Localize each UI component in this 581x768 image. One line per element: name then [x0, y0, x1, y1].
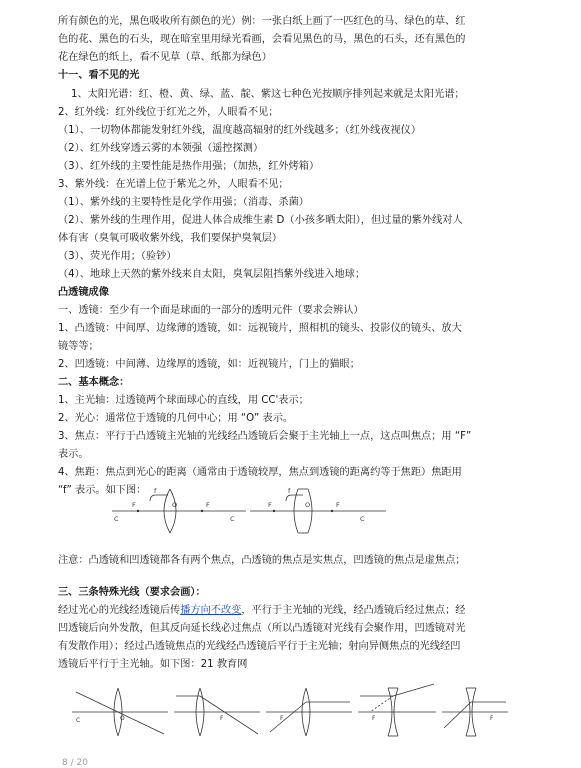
text-line: 4、焦距：焦点到光心的距离（通常由于透镜较厚，焦点到透镜的距离约等于焦距）焦距用: [58, 467, 462, 478]
text-line: 一、透镜：至少有一个面是球面的一部分的透明元件（要求会辨认）: [58, 305, 364, 316]
text-line: 花在绿色的纸上，看不见草（草、纸都为绿色）: [58, 52, 272, 63]
fig-label-f: F: [268, 501, 272, 509]
text-line: 1、太阳光谱：红、橙、黄、绿、蓝、靛、紫这七种色光按顺序排列起来就是太阳光谱；: [71, 89, 465, 100]
text-line: （4）、地球上天然的紫外线来自太阳，臭氧层阻挡紫外线进入地球；: [58, 269, 366, 280]
text-line: 2、凹透镜：中间薄、边缘厚的透镜，如：近视镜片，门上的猫眼；: [58, 359, 360, 370]
fig-label-c: C: [76, 717, 81, 724]
fig-label-f: F: [336, 501, 340, 509]
special-rays-diagram: [70, 682, 510, 742]
page-number: 8 / 20: [62, 758, 88, 768]
text-line: “f” 表示。如下图：: [58, 485, 147, 496]
text-line: 透镜后平行于主光轴。如下图：21 教育网: [58, 659, 248, 670]
text-line: （2）、红外线穿透云雾的本领强（遥控探测）: [58, 143, 264, 154]
fig-label-f: F: [490, 715, 494, 722]
fig-label-o: O: [172, 501, 178, 509]
fig-label-c: C: [114, 515, 119, 523]
fig-label-f: F: [220, 715, 224, 722]
inline-link[interactable]: 播方向不改变: [180, 605, 242, 616]
text-line: 1、凸透镜：中间厚、边缘薄的透镜，如：远视镜片，照相机的镜头、投影仪的镜头、放大: [58, 323, 462, 334]
text-line: 凹透镜后向外发散，但其反向延长线必过焦点（所以凸透镜对光线有会聚作用，凹透镜对光: [58, 623, 466, 634]
text-line: 注意：凸透镜和凹透镜都各有两个焦点，凸透镜的焦点是实焦点，凹透镜的焦点是虚焦点；: [58, 555, 466, 566]
text-line: 镜等等；: [58, 341, 99, 352]
text-line: 体有害（臭氧可吸收紫外线，我们要保护臭氧层）: [58, 233, 283, 244]
text-line: （1）、一切物体都能发射红外线，温度越高辐射的红外线越多；（红外线夜视仪）: [58, 125, 422, 136]
fig-label-f: F: [132, 501, 136, 509]
text-line: [58, 604, 541, 617]
fig-label-c: C: [230, 515, 235, 523]
text-line: 有发散作用）；经过凸透镜焦点的光线经凸透镜后平行于主光轴；射向异侧焦点的光线经凹: [58, 641, 461, 652]
section-heading: 十一、看不见的光: [58, 70, 140, 81]
text-line: 3、焦点：平行于凸透镜主光轴的光线经凸透镜后会聚于主光轴上一点，这点叫焦点；用 “F”: [58, 431, 472, 442]
focal-length-diagram: [110, 487, 390, 535]
text-line: 2、红外线：红外线位于红光之外，人眼看不见；: [58, 107, 279, 118]
text-line: （1）、紫外线的主要特性是化学作用强；（消毒、杀菌）: [58, 197, 309, 208]
fig-label-c: C: [360, 515, 365, 523]
section-heading: 凸透镜成像: [58, 287, 109, 298]
fig-label-f-small: f: [288, 487, 291, 495]
section-heading: 二、基本概念：: [58, 377, 130, 388]
fig-label-o: O: [305, 501, 311, 509]
text-segment: ，平行于主光轴的光线，经凸透镜后经过焦点；经: [241, 605, 466, 616]
text-line: （3）、荧光作用；（验钞）: [58, 251, 177, 262]
text-line: 1、主光轴：过透镜两个球面球心的直线，用 CC'表示；: [58, 395, 309, 406]
text-line: （3）、红外线的主要性能是热作用强；（加热，红外烤箱）: [58, 161, 320, 172]
text-line: （2）、紫外线的生理作用，促进人体合成维生素 D（小孩多晒太阳），但过量的紫外线对人: [58, 215, 463, 226]
fig-label-f-small: f: [154, 487, 157, 495]
text-line: 所有颜色的光，黑色吸收所有颜色的光）例：一张白纸上画了一匹红色的马、绿色的草、红: [58, 16, 466, 27]
section-heading: 三、三条特殊光线（要求会画）：: [58, 587, 206, 598]
text-line: 色的花、黑色的石头，现在暗室里用绿光看画，会看见黑色的马，黑色的石头，还有黑色的: [58, 34, 466, 45]
text-line: 2、光心：通常位于透镜的几何中心；用 “O” 表示。: [58, 413, 294, 424]
text-segment: 经过光心的光线经透镜后传: [58, 605, 181, 616]
fig-label-o: O: [120, 715, 125, 722]
fig-label-f: F: [372, 715, 376, 722]
text-line: 3、紫外线：在光谱上位于紫光之外，人眼看不见；: [58, 179, 289, 190]
fig-label-f: F: [206, 501, 210, 509]
text-line: 表示。: [58, 449, 89, 460]
fig-label-f: F: [280, 715, 284, 722]
